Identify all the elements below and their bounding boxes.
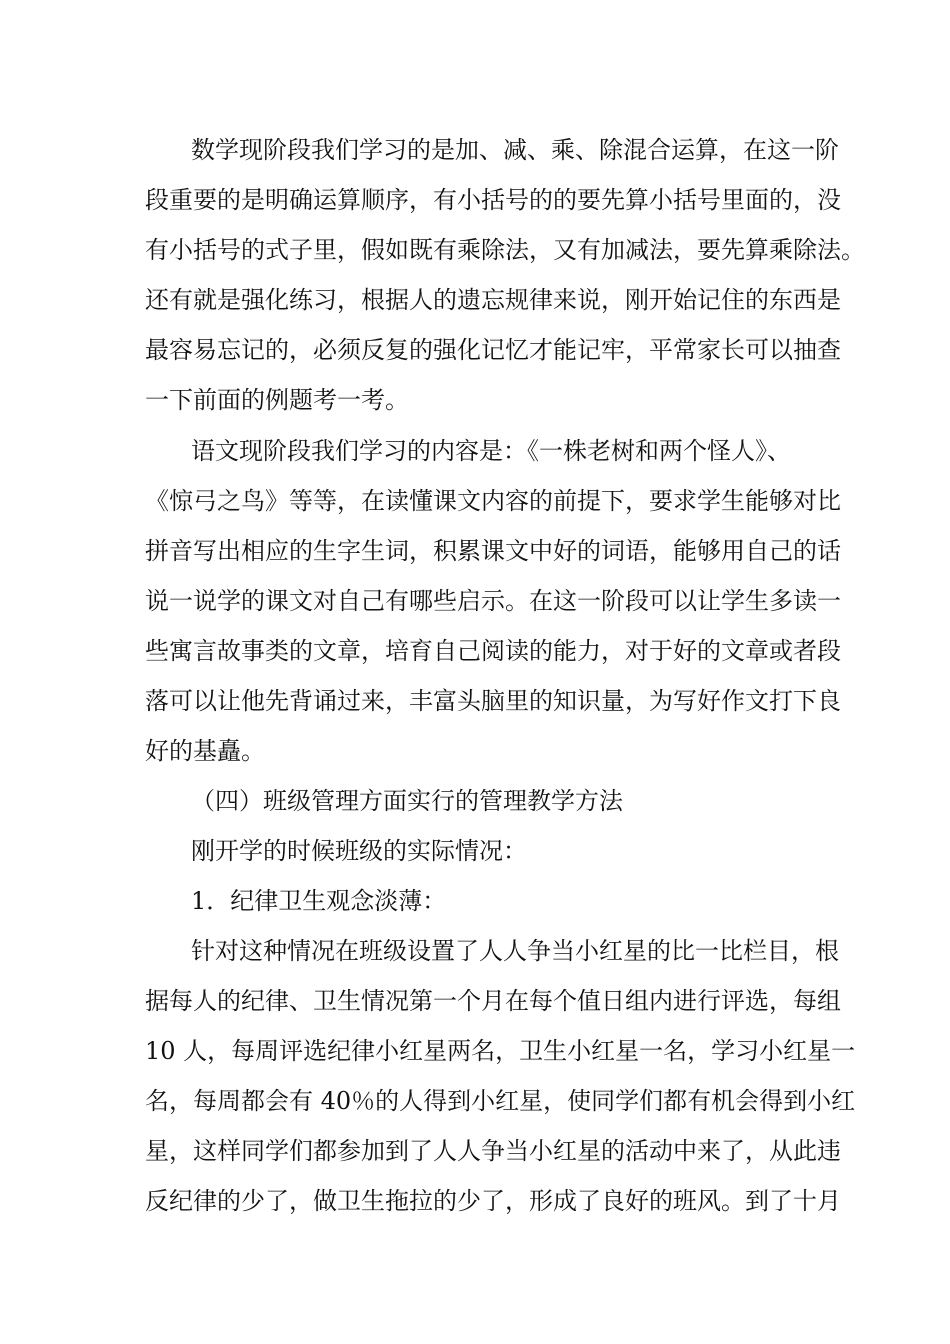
text-line: 段重要的是明确运算顺序，有小括号的的要先算小括号里面的，没 [145,186,841,214]
text-line: 些寓言故事类的文章，培育自己阅读的能力，对于好的文章或者段 [145,637,841,665]
text-line: 10 人，每周评选纪律小红星两名，卫生小红星一名，学习小红星一 [145,1037,856,1065]
text-line: 还有就是强化练习，根据人的遗忘规律来说，刚开始记住的东西是 [145,286,841,314]
text-line: 有小括号的式子里，假如既有乘除法，又有加减法，要先算乘除法。 [145,236,865,264]
text-line: 针对这种情况在班级设置了人人争当小红星的比一比栏目，根 [191,937,839,965]
text-line: 星，这样同学们都参加到了人人争当小红星的活动中来了，从此违 [145,1137,841,1165]
text-line: 数学现阶段我们学习的是加、减、乘、除混合运算，在这一阶 [191,136,839,164]
text-line: 落可以让他先背诵过来，丰富头脑里的知识量，为写好作文打下良 [145,687,841,715]
text-line: 最容易忘记的，必须反复的强化记忆才能记牢，平常家长可以抽查 [145,336,841,364]
text-line: 说一说学的课文对自己有哪些启示。在这一阶段可以让学生多读一 [145,587,841,615]
text-line: 一下前面的例题考一考。 [145,386,409,414]
text-line: 好的基矗。 [145,737,265,765]
text-line: 拼音写出相应的生字生词，积累课文中好的词语，能够用自己的话 [145,537,841,565]
text-line: 《惊弓之鸟》等等，在读懂课文内容的前提下，要求学生能够对比 [145,487,841,515]
text-line: 语文现阶段我们学习的内容是：《一株老树和两个怪人》、 [191,437,791,465]
text-line: 据每人的纪律、卫生情况第一个月在每个值日组内进行评选，每组 [145,987,841,1015]
section-heading: （四）班级管理方面实行的管理教学方法 [191,787,623,815]
text-line: 名，每周都会有 40％的人得到小红星，使同学们都有机会得到小红 [145,1087,856,1115]
text-line: 反纪律的少了，做卫生拖拉的少了，形成了良好的班风。到了十月 [145,1187,841,1215]
text-line: 刚开学的时候班级的实际情况： [191,837,527,865]
list-item-heading: 1．纪律卫生观念淡薄： [191,887,447,915]
